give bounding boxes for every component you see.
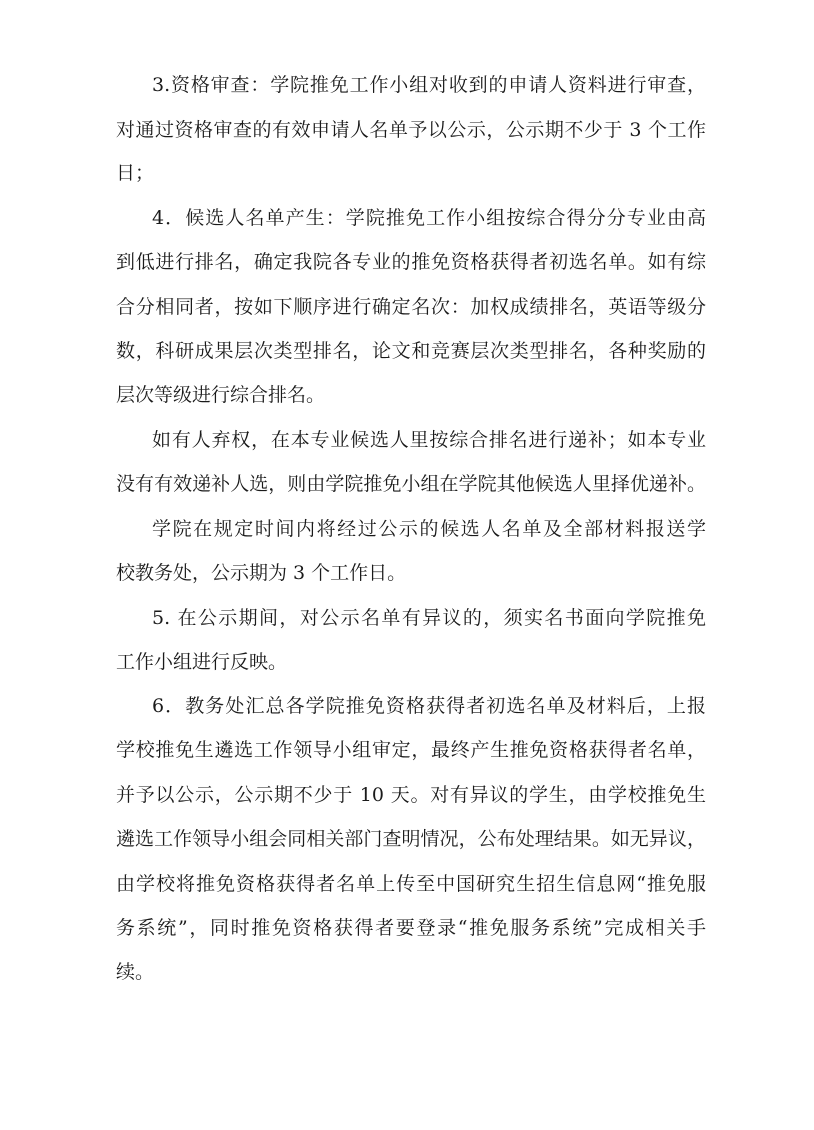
paragraph-6-line-6: 务系统”，同时推免资格获得者要登录“推免服务系统”完成相关手 [116, 917, 706, 939]
paragraph-4-line-2: 校教务处，公示期为 3 个工作日。 [116, 562, 407, 584]
paragraph-1-line-1: 3.资格审查：学院推免工作小组对收到的申请人资料进行审查， [152, 74, 706, 96]
paragraph-6-line-7: 续。 [116, 961, 155, 983]
paragraph-2-line-4: 数，科研成果层次类型排名，论文和竞赛层次类型排名，各种奖励的 [116, 340, 706, 362]
paragraph-1-line-2: 对通过资格审查的有效申请人名单予以公示，公示期不少于 3 个工作 [116, 119, 706, 141]
paragraph-4-line-1: 学院在规定时间内将经过公示的候选人名单及全部材料报送学 [152, 518, 706, 540]
paragraph-6-line-5: 由学校将推免资格获得者名单上传至中国研究生招生信息网“推免服 [116, 873, 706, 895]
paragraph-6-line-4: 遴选工作领导小组会同相关部门查明情况，公布处理结果。如无异议， [116, 828, 706, 850]
paragraph-2-line-1: 4．候选人名单产生：学院推免工作小组按综合得分分专业由高 [152, 207, 706, 229]
paragraph-5-line-1: 5. 在公示期间，对公示名单有异议的，须实名书面向学院推免 [152, 607, 706, 629]
paragraph-2-line-2: 到低进行排名，确定我院各专业的推免资格获得者初选名单。如有综 [116, 251, 706, 273]
paragraph-6-line-1: 6．教务处汇总各学院推免资格获得者初选名单及材料后，上报 [152, 695, 706, 717]
paragraph-5-line-2: 工作小组进行反映。 [116, 651, 288, 673]
paragraph-6-line-3: 并予以公示，公示期不少于 10 天。对有异议的学生，由学校推免生 [116, 784, 706, 806]
paragraph-1-line-3: 日； [116, 162, 155, 184]
paragraph-6-line-2: 学校推免生遴选工作领导小组审定，最终产生推免资格获得者名单， [116, 739, 706, 761]
paragraph-3-line-2: 没有有效递补人选，则由学院推免小组在学院其他候选人里择优递补。 [116, 473, 706, 495]
paragraph-2-line-5: 层次等级进行综合排名。 [116, 384, 326, 406]
paragraph-2-line-3: 合分相同者，按如下顺序进行确定名次：加权成绩排名，英语等级分 [116, 296, 706, 318]
paragraph-3-line-1: 如有人弃权，在本专业候选人里按综合排名进行递补；如本专业 [152, 429, 706, 451]
